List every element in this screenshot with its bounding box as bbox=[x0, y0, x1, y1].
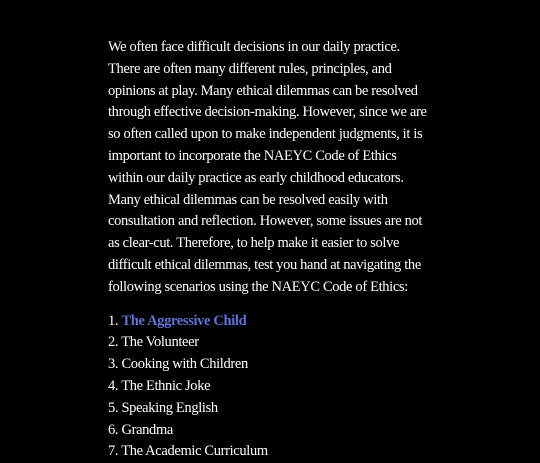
article-content bbox=[108, 37, 433, 463]
scenario-label: Cooking with Children bbox=[121, 356, 248, 373]
list-number: 4. bbox=[108, 377, 119, 394]
scenario-label: The Academic Curriculum bbox=[121, 443, 268, 460]
list-item bbox=[108, 354, 433, 376]
scenario-label: The Volunteer bbox=[121, 334, 199, 351]
list-number: 7. bbox=[108, 443, 119, 460]
list-item bbox=[108, 398, 433, 420]
list-number: 6. bbox=[108, 421, 119, 438]
list-number: 3. bbox=[108, 356, 119, 373]
list-item bbox=[108, 420, 433, 442]
list-item bbox=[108, 311, 433, 333]
scenario-label: Grandma bbox=[121, 421, 173, 438]
list-item bbox=[108, 332, 433, 354]
list-item bbox=[108, 441, 433, 463]
list-number: 5. bbox=[108, 399, 119, 416]
scenario-list bbox=[108, 311, 433, 463]
scenario-label: Speaking English bbox=[121, 399, 218, 416]
list-number: 2. bbox=[108, 334, 119, 351]
scenario-label: The Ethnic Joke bbox=[121, 377, 211, 394]
list-item bbox=[108, 376, 433, 398]
list-number: 1. bbox=[108, 312, 119, 329]
intro-paragraph: We often face difficult decisions in our daily practice. There are often many different rules, principles, and opinions at play. Many ethical dilemmas can be resolved through effective decision-making. However, since we are so often called upon to make independent judgments, it is important to incorporate the NAEYC Code of Ethics within our daily practice as early childhood educators. Many ethical dilemmas can be resolved easily with consultation and reflection. However, some issues are not as clear-cut. Therefore, to help make it easier to solve difficult ethical dilemmas, test you hand at navigating the following scenarios using the NAEYC Code of Ethics: bbox=[108, 39, 427, 295]
scenario-link-aggressive-child[interactable]: The Aggressive Child bbox=[121, 312, 247, 329]
